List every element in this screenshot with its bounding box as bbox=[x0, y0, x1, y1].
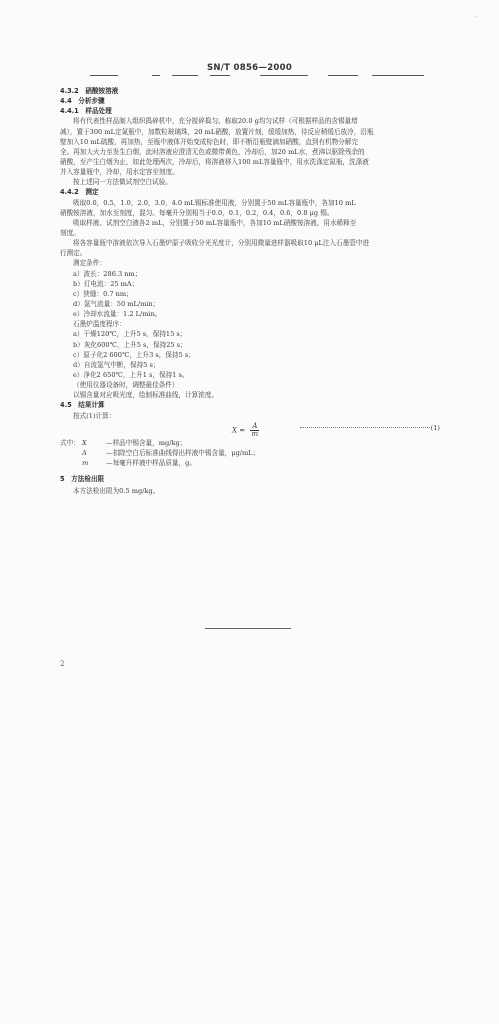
section-5-heading: 5 方法检出限 bbox=[60, 475, 105, 484]
section-heading: 4.3.2 硝酸铵溶液 bbox=[60, 87, 119, 95]
formula-numerator: A bbox=[252, 421, 258, 430]
text-line: 硝酸铵溶液，加水至刻度，混匀。每毫升分别相当于0.0，0.1，0.2，0.4，0.6，0.8 μg 锡。 bbox=[60, 208, 334, 217]
section-5-text: 本方法检出限为0.5 mg/kg。 bbox=[73, 487, 160, 496]
text-line: 壁加入10 mL硫酸，再加热，至瓶中液体开始变成棕色时，即不断沿瓶壁滴加硝酸，直到有机物分解完 bbox=[60, 137, 359, 146]
text-line: 行测定。 bbox=[60, 249, 87, 258]
text-line: e）冷却水流量：1.2 L/min。 bbox=[73, 310, 162, 319]
formula-expression bbox=[232, 423, 259, 438]
document-body bbox=[60, 86, 446, 496]
where-line-a bbox=[60, 448, 446, 458]
text-line: 以锡含量对应吸光度，绘制标准曲线，计算浓度。 bbox=[73, 391, 219, 400]
text-line: a）干燥120℃，上升5 s，保持15 s； bbox=[73, 330, 187, 339]
where-description: —样品中锡含量，mg/kg； bbox=[106, 438, 187, 447]
text-line: 吸取0.0，0.5，1.0，2.0，3.0，4.0 mL锡标准使用液，分别置于50 mL容量瓶中，各加10 mL bbox=[73, 198, 356, 207]
text-line: a）波长：286.3 nm； bbox=[73, 269, 142, 278]
page-number: 2 bbox=[60, 660, 65, 668]
formula-lhs: X bbox=[232, 426, 237, 435]
text-line: 吸取样液、试剂空白液各2 mL，分别置于50 mL容量瓶中，各加10 mL硝酸铵溶液，用水稀释至 bbox=[73, 218, 357, 227]
text-line: b）灰化600℃，上升5 s，保持25 s； bbox=[73, 340, 187, 349]
text-line: 刻度。 bbox=[60, 228, 80, 237]
text-line: d）氩气流量：50 mL/min； bbox=[73, 299, 160, 308]
text-line: c）狭缝：0.7 nm； bbox=[73, 289, 133, 298]
text-line: 将各容量瓶中溶液依次导入石墨炉原子吸收分光光度计，分别用微量进样器吸取10 μL注入石墨管中进 bbox=[73, 239, 370, 248]
where-line-m bbox=[60, 458, 446, 468]
header-rule bbox=[60, 73, 420, 79]
where-symbol: A bbox=[82, 448, 87, 457]
text-line: c）原子化2 600℃，上升3 s，保持5 s； bbox=[73, 350, 195, 359]
formula-denominator: m bbox=[251, 429, 259, 438]
section-heading: 4.4.1 样品处理 bbox=[60, 107, 112, 116]
section-heading: 4.4.2 测定 bbox=[60, 188, 99, 197]
scan-mark: · bbox=[475, 14, 477, 21]
text-line: 测定条件： bbox=[73, 259, 106, 268]
section-heading: 4.5 结果计算 bbox=[60, 401, 105, 410]
text-line: 按上述同一方法做试剂空白试验。 bbox=[73, 178, 172, 187]
where-symbol: m bbox=[82, 458, 89, 467]
text-lines bbox=[60, 86, 446, 421]
text-line: 将有代表性样品制入组织捣碎机中，充分搅碎捣匀。称取20.0 g均匀试样（可根据样品的含锡量增 bbox=[73, 117, 358, 126]
formula-fraction bbox=[250, 423, 259, 438]
text-line: 按式(1)计算： bbox=[73, 411, 116, 420]
text-line: 全。再加大火力至发生白烟，此时溶液应澄清无色或微带黄色，冷却后，加20 mL水，煮沸以驱除残余的 bbox=[60, 147, 365, 156]
where-line-x bbox=[60, 438, 446, 448]
text-line: 并入容量瓶中，冷却，用水定容至刻度。 bbox=[60, 168, 179, 177]
text-line: 石墨炉温度程序： bbox=[73, 320, 126, 329]
text-line: 减），置于300 mL定氮瓶中，加数粒玻璃珠，20 mL硝酸，放置片刻，缓缓加热，待反应稍缓后放冷，沿瓶 bbox=[60, 127, 374, 136]
section-heading: 4.4 分析步骤 bbox=[60, 97, 105, 106]
text-line: b）灯电流：25 mA； bbox=[73, 279, 139, 288]
formula-1 bbox=[60, 421, 446, 438]
where-prefix: 式中： bbox=[60, 438, 80, 447]
where-description: —扣除空白后标准曲线得出样液中锡含量，μg/mL； bbox=[106, 448, 260, 457]
text-line: e）净化2 650℃，上升1 s，保持1 s。 bbox=[73, 370, 189, 379]
text-line: d）自流氩气中断，保持5 s； bbox=[73, 360, 160, 369]
where-description: —每毫升样液中样品质量，g。 bbox=[106, 458, 196, 467]
standard-number: SN/T 0856—2000 bbox=[206, 63, 293, 73]
end-rule bbox=[205, 628, 291, 629]
text-line: （使用仪器设备时，调整最佳条件） bbox=[73, 381, 179, 390]
formula-number: (1) bbox=[430, 423, 440, 432]
formula-leader bbox=[300, 427, 430, 428]
where-symbol: X bbox=[82, 438, 87, 447]
text-line: 硝酸，至产生白烟为止，如此处理两次，冷却后，将溶液移入100 mL容量瓶中，用水洗涤定氮瓶，洗涤液 bbox=[60, 157, 369, 166]
formula-eq: = bbox=[239, 426, 246, 435]
